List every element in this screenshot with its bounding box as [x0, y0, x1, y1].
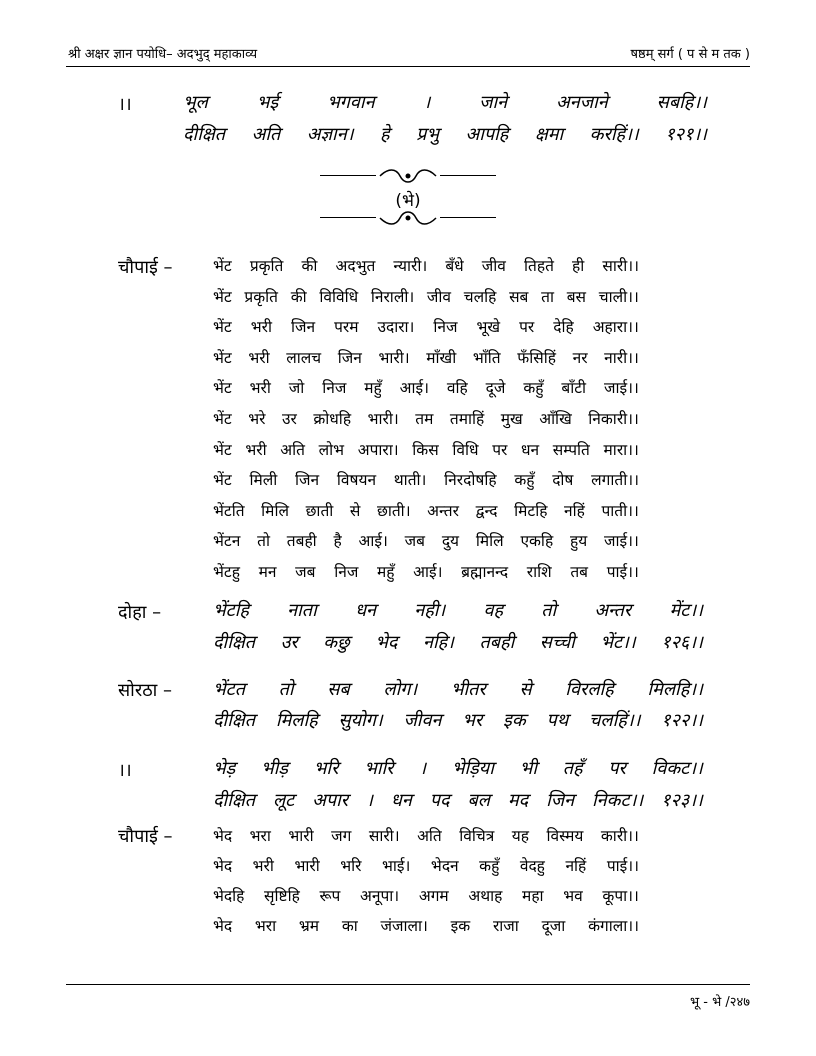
- word: तहँ: [562, 758, 583, 779]
- word: दुय: [441, 532, 460, 551]
- chaupai-line: [213, 376, 639, 398]
- word: पथ: [546, 710, 569, 731]
- word: आई।: [399, 379, 429, 398]
- word: विषयन: [336, 471, 377, 490]
- word: पाई।।: [606, 563, 639, 581]
- verse-123-line-1: [213, 756, 703, 780]
- word: एकहि: [520, 532, 554, 551]
- word: भीड़: [261, 758, 288, 779]
- word: जाने: [479, 92, 508, 113]
- word: १२३।।: [661, 790, 703, 811]
- word: दीक्षित: [183, 124, 226, 145]
- word: इक: [450, 917, 471, 935]
- ornament-top: [320, 166, 496, 186]
- word: उर: [282, 410, 297, 428]
- word: भगवान: [327, 92, 375, 113]
- word: आँखि: [539, 410, 572, 428]
- label-chaupai: चौपाई –: [118, 826, 173, 847]
- word: दोष: [552, 471, 574, 490]
- word: माँखी: [426, 348, 457, 367]
- word: चाली।।: [598, 287, 639, 306]
- word: अति: [280, 440, 305, 459]
- word: सुयोग।: [338, 710, 383, 731]
- word: लगाती।।: [591, 471, 639, 490]
- word: मिटहि: [514, 501, 548, 520]
- word: नही।: [414, 600, 446, 621]
- word: भेंट: [213, 440, 232, 459]
- word: राजा: [492, 917, 519, 935]
- word: किस: [412, 440, 439, 459]
- word: दीक्षित: [213, 632, 256, 653]
- word: तो: [278, 679, 294, 700]
- word: भेंट: [213, 379, 232, 398]
- word: जब: [295, 563, 316, 581]
- word: भेंटति: [213, 501, 245, 520]
- word: मिलहि।।: [647, 679, 703, 700]
- word: जीव: [426, 287, 452, 306]
- word: दूजे: [485, 379, 506, 398]
- word: भरी: [249, 379, 271, 398]
- word: भरी: [248, 348, 270, 367]
- word: अन्तर: [594, 600, 632, 621]
- word: भेड़िया: [451, 758, 494, 779]
- word: भरा: [254, 917, 277, 935]
- word: की: [290, 287, 307, 306]
- word: भारि: [364, 758, 394, 779]
- word: बल: [467, 790, 490, 811]
- word: भरि: [340, 857, 362, 875]
- word: भेदन: [430, 857, 459, 875]
- word: तम: [415, 410, 434, 428]
- word: वह: [483, 600, 504, 621]
- word: बस: [566, 287, 587, 306]
- word: भरि: [313, 758, 339, 779]
- word: पर: [608, 758, 626, 779]
- word: कहुँ: [514, 471, 535, 490]
- word: लूट: [272, 790, 295, 811]
- chaupai-line: [213, 560, 639, 582]
- word: अनूपा।: [360, 887, 400, 905]
- word: का: [341, 917, 358, 935]
- word: चलहिं।।: [588, 710, 641, 731]
- word: उर: [280, 632, 298, 653]
- word: विविधि: [319, 287, 359, 306]
- word: क्षमा: [534, 124, 564, 145]
- word: भेद: [213, 827, 233, 845]
- page-number: भू - भे /२४७: [689, 995, 750, 1010]
- word: फँसिहिं: [517, 348, 556, 367]
- word: भी: [519, 758, 537, 779]
- flourish-icon: [376, 166, 440, 186]
- word: मुख: [500, 410, 523, 428]
- word: लालच: [286, 348, 322, 367]
- word: कछु: [323, 632, 350, 653]
- word: रूप: [319, 887, 341, 905]
- word: प्रकृति: [244, 287, 278, 306]
- word: विचित्र: [459, 827, 495, 845]
- word: छाती।: [376, 501, 411, 520]
- word: ।: [366, 790, 373, 811]
- word: निज: [433, 318, 458, 337]
- word: कारी।।: [600, 827, 639, 845]
- word: कंगाला।।: [588, 917, 639, 935]
- word: पर: [519, 318, 535, 337]
- flourish-icon: [376, 208, 440, 228]
- word: जिन: [337, 348, 362, 367]
- verse-123-line-2: [213, 788, 703, 812]
- word: सारी।।: [602, 257, 639, 275]
- word: कहुँ: [523, 379, 544, 398]
- word: भेंट: [213, 318, 232, 337]
- word: जब: [404, 532, 426, 551]
- word: तबही: [479, 632, 515, 653]
- word: लोभ: [318, 440, 345, 459]
- word: कहुँ: [479, 857, 500, 875]
- word: महा: [522, 887, 544, 905]
- word: भेदहि: [213, 887, 245, 905]
- header-section: षष्ठम् सर्ग ( प से म तक ): [630, 47, 750, 62]
- word: १२१।।: [665, 124, 707, 145]
- word: निज: [322, 379, 347, 398]
- word: मिलि: [475, 532, 504, 551]
- word: वेदहु: [519, 857, 545, 875]
- word: हुय: [569, 532, 588, 551]
- word: निकारी।।: [588, 410, 639, 428]
- chaupai-line: [213, 285, 639, 307]
- doha-line-1: [213, 598, 703, 622]
- word: जिन: [290, 318, 316, 337]
- word: नाता: [287, 600, 317, 621]
- word: दीक्षित: [213, 790, 256, 811]
- word: अति: [417, 827, 442, 845]
- word: भर: [462, 710, 483, 731]
- word: ।: [419, 758, 427, 779]
- word: अहारा।।: [592, 318, 639, 337]
- label-soratha: सोरठा –: [118, 680, 173, 701]
- word: जाई।।: [604, 532, 639, 551]
- word: सारी।: [368, 827, 400, 845]
- word: भारी: [288, 827, 314, 845]
- word: अगम: [418, 887, 449, 905]
- word: मेंट।।: [669, 600, 703, 621]
- word: भरी: [252, 857, 274, 875]
- word: धन: [390, 790, 412, 811]
- word: मिली: [249, 471, 278, 490]
- header-rule: [66, 66, 750, 67]
- chaupai-line: [213, 468, 639, 490]
- word: भारी।: [378, 348, 410, 367]
- word: धन: [354, 600, 376, 621]
- word: आई।: [358, 532, 388, 551]
- word: मारा।।: [603, 440, 639, 459]
- word: भेंट: [213, 287, 232, 306]
- word: बाँटी: [561, 379, 587, 398]
- word: प्रभु: [416, 124, 439, 145]
- word: महुँ: [377, 563, 395, 581]
- word: जीव: [481, 257, 506, 275]
- word: निज: [334, 563, 359, 581]
- doha-line-2: [213, 630, 703, 654]
- word: जो: [288, 379, 305, 398]
- word: सच्ची: [539, 632, 575, 653]
- word: ही: [572, 257, 585, 275]
- word: जीवन: [403, 710, 442, 731]
- word: भेंटत: [213, 679, 245, 700]
- word: करहिं।।: [589, 124, 639, 145]
- word: दूजा: [541, 917, 566, 935]
- word: भरी: [245, 440, 267, 459]
- word: भाई।: [382, 857, 411, 875]
- verse-121-line-1: [183, 90, 707, 114]
- chaupai-line: [213, 529, 639, 551]
- word: धन: [521, 440, 540, 459]
- word: अपारा।: [357, 440, 399, 459]
- word: भारी: [294, 857, 320, 875]
- word: तो: [541, 600, 557, 621]
- word: भेद: [213, 857, 233, 875]
- word: तो: [257, 532, 270, 551]
- word: मिलहि: [275, 710, 318, 731]
- word: निकट।।: [592, 790, 644, 811]
- word: सृष्टिहि: [264, 887, 300, 905]
- word: भई: [256, 92, 279, 113]
- chaupai-line: [213, 854, 639, 876]
- word: से: [519, 679, 532, 700]
- word: भाँति: [472, 348, 501, 367]
- word: आई।: [413, 563, 443, 581]
- word: भेंट।।: [600, 632, 636, 653]
- word: पर: [492, 440, 508, 459]
- word: ।: [423, 92, 431, 113]
- word: भेंटहु: [213, 563, 240, 581]
- chaupai-line: [213, 499, 639, 521]
- word: सबहि।।: [656, 92, 707, 113]
- word: यह: [511, 827, 530, 845]
- word: विकट।।: [651, 758, 703, 779]
- word: राशि: [526, 563, 552, 581]
- word: नहिं: [565, 857, 587, 875]
- word: थाती।: [393, 471, 427, 490]
- word: अज्ञान।: [306, 124, 354, 145]
- word: भ्रम: [298, 917, 320, 935]
- chaupai-line: [213, 254, 639, 276]
- section-title: (भे): [395, 191, 421, 211]
- word: जग: [331, 827, 352, 845]
- word: सम्पति: [552, 440, 590, 459]
- chaupai-line: [213, 438, 639, 460]
- word: विधि: [452, 440, 479, 459]
- word: विरलहि: [565, 679, 614, 700]
- word: महुँ: [364, 379, 382, 398]
- chaupai-line: [213, 884, 639, 906]
- word: भेंट: [213, 471, 232, 490]
- word: लोग।: [383, 679, 418, 700]
- word: भेंटहि: [213, 600, 249, 621]
- verse-marker: ।।: [118, 94, 132, 115]
- word: तमाहिं: [449, 410, 485, 428]
- chaupai-line: [213, 824, 639, 846]
- word: मन: [258, 563, 277, 581]
- ornament-bottom: [320, 208, 496, 228]
- word: जंजाला।: [380, 917, 428, 935]
- header-title: श्री अक्षर ज्ञान पयोधि– अदभुद् महाकाव्य: [68, 47, 258, 62]
- word: है: [333, 532, 342, 551]
- word: भरी: [250, 318, 272, 337]
- word: जिन: [546, 790, 575, 811]
- word: भेंट: [213, 348, 232, 367]
- word: छाती: [305, 501, 334, 520]
- word: ता: [541, 287, 554, 306]
- word: अथाह: [468, 887, 503, 905]
- soratha-line-1: [213, 677, 703, 701]
- word: पाती।।: [601, 501, 639, 520]
- word: अति: [251, 124, 281, 145]
- word: नारी।।: [604, 348, 639, 367]
- word: भेद: [213, 917, 233, 935]
- word: भेंट: [213, 257, 232, 275]
- word: मद: [507, 790, 529, 811]
- word: पद: [429, 790, 450, 811]
- word: तब: [570, 563, 589, 581]
- word: अनजाने: [556, 92, 608, 113]
- word: नर: [572, 348, 588, 367]
- word: सब: [327, 679, 350, 700]
- word: कूपा।।: [602, 887, 639, 905]
- word: भूखे: [476, 318, 501, 337]
- word: भेड़: [213, 758, 236, 779]
- word: भेंट: [213, 410, 232, 428]
- word: क्रोधहि: [313, 410, 352, 428]
- word: अन्तर: [427, 501, 459, 520]
- word: अपार: [312, 790, 349, 811]
- label-doha: दोहा –: [118, 602, 162, 623]
- label-chaupai: चौपाई –: [118, 257, 173, 278]
- verse-marker: ।।: [118, 760, 132, 781]
- word: जिन: [295, 471, 320, 490]
- word: न्यारी।: [393, 257, 428, 275]
- word: १२२।।: [661, 710, 703, 731]
- word: भरा: [249, 827, 271, 845]
- verse-121-line-2: [183, 122, 707, 146]
- chaupai-line: [213, 315, 639, 337]
- word: भरे: [248, 410, 266, 428]
- word: नहि।: [422, 632, 455, 653]
- word: देहि: [553, 318, 574, 337]
- word: हे: [380, 124, 390, 145]
- word: भेंटन: [213, 532, 241, 551]
- word: तबही: [286, 532, 317, 551]
- word: भीतर: [450, 679, 486, 700]
- word: परम: [334, 318, 359, 337]
- word: बँधे: [445, 257, 464, 275]
- word: वहि: [446, 379, 468, 398]
- chaupai-line: [213, 346, 639, 368]
- word: से: [349, 501, 361, 520]
- word: भारी।: [367, 410, 399, 428]
- word: इक: [503, 710, 526, 731]
- word: १२६।।: [661, 632, 703, 653]
- word: ब्रह्मानन्द: [461, 563, 509, 581]
- footer-rule: [66, 984, 750, 985]
- word: द्वन्द: [475, 501, 498, 520]
- word: आपहि: [465, 124, 509, 145]
- word: सब: [509, 287, 529, 306]
- word: अदभुत: [335, 257, 376, 275]
- word: दीक्षित: [213, 710, 256, 731]
- chaupai-line: [213, 914, 639, 936]
- word: निरदोषहि: [444, 471, 497, 490]
- word: भव: [563, 887, 583, 905]
- word: भूल: [183, 92, 208, 113]
- word: जाई।।: [603, 379, 639, 398]
- word: उदारा।: [377, 318, 415, 337]
- soratha-line-2: [213, 708, 703, 732]
- word: भेद: [375, 632, 398, 653]
- word: चलहि: [463, 287, 497, 306]
- word: प्रकृति: [249, 257, 284, 275]
- word: मिलि: [261, 501, 289, 520]
- chaupai-line: [213, 407, 639, 429]
- word: की: [301, 257, 318, 275]
- word: नहिं: [564, 501, 585, 520]
- word: विस्मय: [546, 827, 584, 845]
- word: पाई।।: [606, 857, 639, 875]
- word: तिहते: [524, 257, 554, 275]
- word: निराली।: [370, 287, 415, 306]
